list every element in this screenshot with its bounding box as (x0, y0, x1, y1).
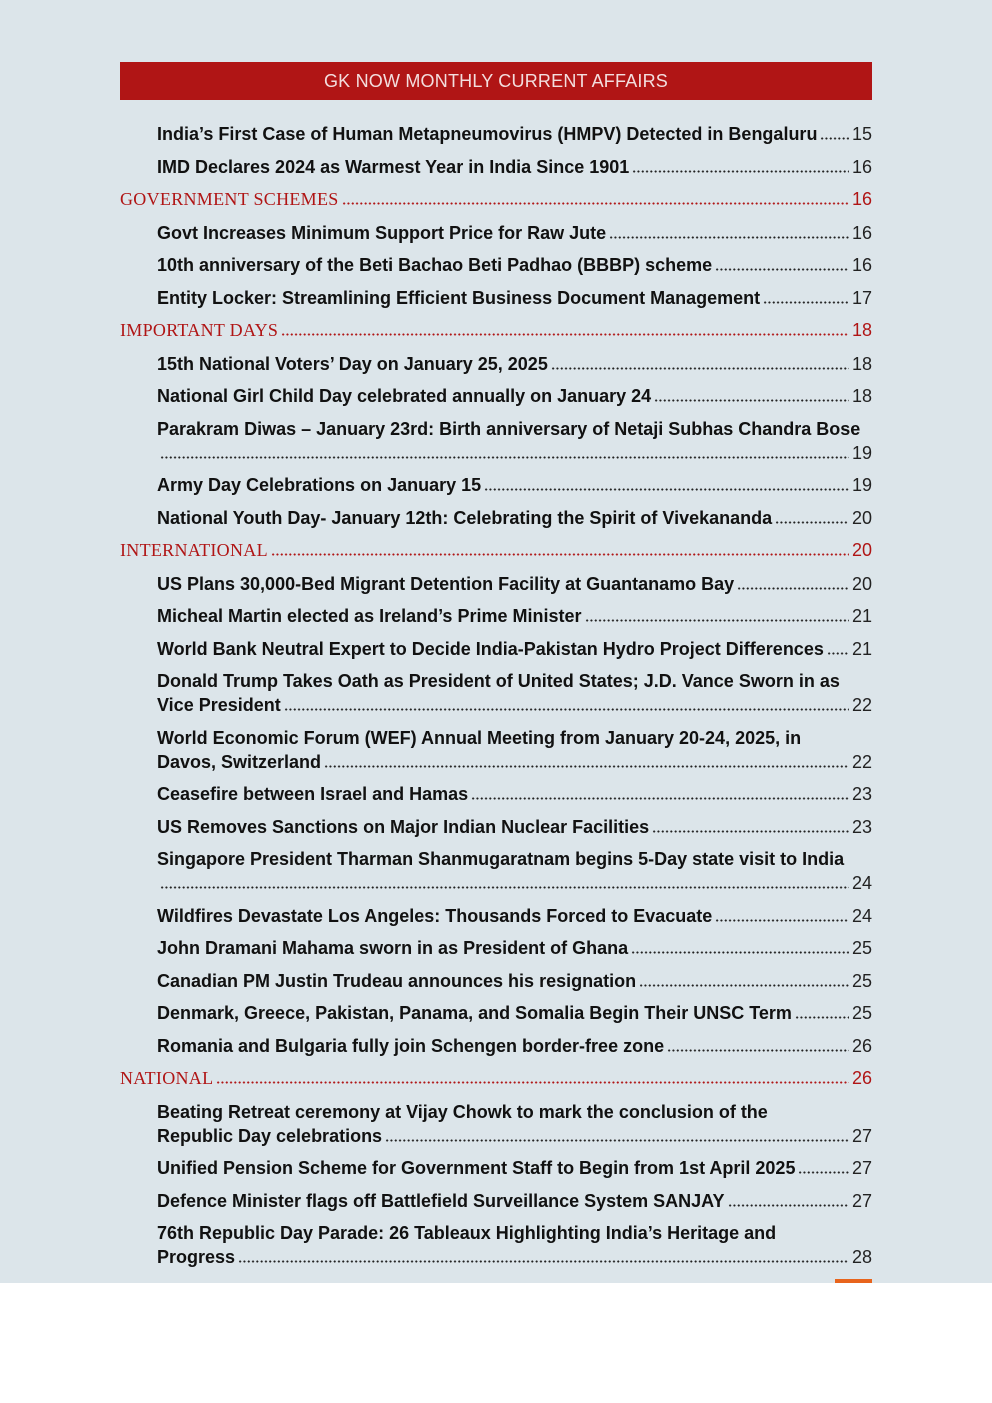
toc-entry-title: Canadian PM Justin Trudeau announces his resignation (157, 970, 637, 991)
section-title: IMPORTANT DAYS (120, 320, 279, 340)
toc-entry-title-continued: Republic Day celebrations (157, 1125, 383, 1146)
dot-leader (820, 137, 849, 140)
toc-entry-title: World Economic Forum (WEF) Annual Meeting from January 20-24, 2025, in (157, 727, 802, 748)
dot-leader (632, 170, 849, 173)
toc-entry[interactable] (120, 782, 872, 806)
page-number: 21 (851, 606, 872, 626)
page-number: 28 (851, 1247, 872, 1267)
dot-leader (585, 619, 849, 622)
page-number: 18 (851, 320, 872, 340)
dot-leader (795, 1016, 849, 1019)
toc-entry-title: Beating Retreat ceremony at Vijay Chowk to mark the conclusion of the (157, 1101, 768, 1122)
page-number: 24 (851, 905, 872, 926)
page-number: 16 (851, 156, 872, 177)
dot-leader (216, 1081, 849, 1084)
dot-leader (715, 268, 849, 271)
dot-leader (160, 886, 849, 889)
page-number: 18 (851, 386, 872, 406)
toc-entry-title: John Dramani Mahama sworn in as President of Ghana (157, 938, 629, 958)
toc-entry[interactable] (120, 1156, 872, 1180)
dot-leader (798, 1171, 849, 1174)
toc-entry[interactable] (120, 1001, 872, 1025)
toc-entry-title: National Youth Day- January 12th: Celebrating the Spirit of Vivekananda (157, 507, 773, 528)
toc-entry[interactable] (120, 473, 872, 497)
page-number: 22 (851, 751, 872, 772)
toc-entry[interactable] (120, 726, 872, 774)
toc-entry[interactable] (120, 384, 872, 408)
toc-entry[interactable] (120, 637, 872, 661)
toc-entry-title: India’s First Case of Human Metapneumovirus (HMPV) Detected in Bengaluru (157, 124, 818, 144)
dot-leader (471, 797, 849, 800)
toc-entry-title: 15th National Voters’ Day on January 25, 2025 (157, 353, 548, 374)
dot-leader (238, 1260, 849, 1263)
toc-entry-title-continued: Progress (157, 1247, 236, 1267)
section-title: NATIONAL (120, 1068, 214, 1088)
page-number: 24 (851, 873, 872, 893)
toc-section-heading[interactable] (120, 1066, 872, 1090)
dot-leader (652, 830, 849, 833)
toc-entry[interactable] (120, 1100, 872, 1148)
page-number: 19 (851, 475, 872, 495)
toc-entry[interactable] (120, 122, 872, 146)
table-of-contents (120, 122, 872, 1278)
page-number: 19 (851, 442, 872, 463)
page-number: 17 (851, 287, 872, 308)
page-number: 26 (851, 1035, 872, 1056)
page-number: 18 (851, 353, 872, 374)
dot-leader (827, 652, 849, 655)
toc-entry[interactable] (120, 506, 872, 530)
page-number: 27 (851, 1125, 872, 1146)
dot-leader (281, 333, 849, 336)
page-number: 16 (851, 189, 872, 209)
dot-leader (631, 951, 849, 954)
toc-section-heading[interactable] (120, 187, 872, 211)
toc-entry-title-continued: Vice President (157, 695, 281, 715)
page-number: 20 (851, 507, 872, 528)
toc-entry[interactable] (120, 417, 872, 465)
dot-leader (609, 236, 849, 239)
toc-entry[interactable] (120, 936, 872, 960)
section-title: GOVERNMENT SCHEMES (120, 189, 339, 209)
dot-leader (737, 587, 849, 590)
dot-leader (484, 488, 849, 491)
toc-entry-title: Defence Minister flags off Battlefield Surveillance System SANJAY (157, 1190, 725, 1211)
page-number: 15 (851, 124, 872, 144)
dot-leader (385, 1139, 849, 1142)
page-number: 22 (851, 695, 872, 715)
toc-entry[interactable] (120, 604, 872, 628)
page-number: 27 (851, 1158, 872, 1178)
dot-leader (271, 553, 849, 556)
dot-leader (160, 456, 849, 459)
page-number: 16 (851, 255, 872, 275)
toc-entry-title: Denmark, Greece, Pakistan, Panama, and Somalia Begin Their UNSC Term (157, 1003, 792, 1023)
header-banner (120, 62, 872, 100)
page-number: 25 (851, 938, 872, 958)
dot-leader (284, 708, 849, 711)
toc-entry[interactable] (120, 1221, 872, 1269)
page-number: 27 (851, 1190, 872, 1211)
toc-entry[interactable] (120, 572, 872, 596)
toc-entry[interactable] (120, 904, 872, 928)
toc-entry-title: National Girl Child Day celebrated annually on January 24 (157, 386, 652, 406)
page-accent-bar (835, 1279, 872, 1283)
page-number: 21 (851, 638, 872, 659)
dot-leader (639, 984, 849, 987)
dot-leader (654, 399, 849, 402)
toc-section-heading[interactable] (120, 538, 872, 562)
toc-entry-title-continued: Davos, Switzerland (157, 751, 322, 772)
toc-entry-title: 10th anniversary of the Beti Bachao Beti Padhao (BBBP) scheme (157, 255, 713, 275)
toc-entry-title: Singapore President Tharman Shanmugaratnam begins 5-Day state visit to India (157, 849, 845, 869)
dot-leader (667, 1049, 849, 1052)
toc-entry[interactable] (120, 847, 872, 895)
toc-entry[interactable] (120, 352, 872, 376)
toc-entry-title: Army Day Celebrations on January 15 (157, 475, 482, 495)
dot-leader (775, 521, 849, 524)
dot-leader (763, 301, 849, 304)
toc-entry-title: US Plans 30,000-Bed Migrant Detention Facility at Guantanamo Bay (157, 573, 735, 594)
page-number: 25 (851, 970, 872, 991)
page-number: 23 (851, 816, 872, 837)
page-number: 20 (851, 573, 872, 594)
toc-entry[interactable] (120, 815, 872, 839)
dot-leader (551, 367, 849, 370)
toc-entry[interactable] (120, 155, 872, 179)
page-number: 23 (851, 784, 872, 804)
toc-entry[interactable] (120, 221, 872, 245)
toc-entry-title: Entity Locker: Streamlining Efficient Business Document Management (157, 287, 761, 308)
dot-leader (715, 919, 849, 922)
page-number: 26 (851, 1068, 872, 1088)
dot-leader (342, 202, 849, 205)
toc-entry[interactable] (120, 969, 872, 993)
toc-entry-title: Parakram Diwas – January 23rd: Birth anniversary of Netaji Subhas Chandra Bose (157, 418, 861, 439)
dot-leader (728, 1204, 849, 1207)
dot-leader (324, 765, 849, 768)
toc-entry-title: IMD Declares 2024 as Warmest Year in India Since 1901 (157, 156, 630, 177)
page-number: 25 (851, 1003, 872, 1023)
toc-entry-title: Micheal Martin elected as Ireland’s Prime Minister (157, 606, 582, 626)
toc-entry[interactable] (120, 669, 872, 717)
toc-entry[interactable] (120, 1034, 872, 1058)
toc-entry-title: Govt Increases Minimum Support Price for Raw Jute (157, 222, 607, 243)
page-number: 16 (851, 222, 872, 243)
toc-entry-title: Unified Pension Scheme for Government Staff to Begin from 1st April 2025 (157, 1158, 796, 1178)
toc-entry-title: Donald Trump Takes Oath as President of United States; J.D. Vance Sworn in as (157, 671, 840, 691)
page-number: 20 (851, 540, 872, 560)
toc-entry-title: Wildfires Devastate Los Angeles: Thousands Forced to Evacuate (157, 905, 713, 926)
section-title: INTERNATIONAL (120, 540, 268, 560)
toc-entry-title: Ceasefire between Israel and Hamas (157, 784, 469, 804)
toc-entry[interactable] (120, 253, 872, 277)
toc-entry-title: World Bank Neutral Expert to Decide India-Pakistan Hydro Project Differences (157, 638, 824, 659)
toc-entry-title: Romania and Bulgaria fully join Schengen border-free zone (157, 1035, 665, 1056)
toc-entry[interactable] (120, 1189, 872, 1213)
header-title: GK NOW MONTHLY CURRENT AFFAIRS (323, 70, 669, 91)
toc-entry[interactable] (120, 286, 872, 310)
toc-entry-title: US Removes Sanctions on Major Indian Nuclear Facilities (157, 816, 650, 837)
toc-section-heading[interactable] (120, 318, 872, 342)
toc-entry-title: 76th Republic Day Parade: 26 Tableaux Highlighting India’s Heritage and (157, 1223, 777, 1243)
